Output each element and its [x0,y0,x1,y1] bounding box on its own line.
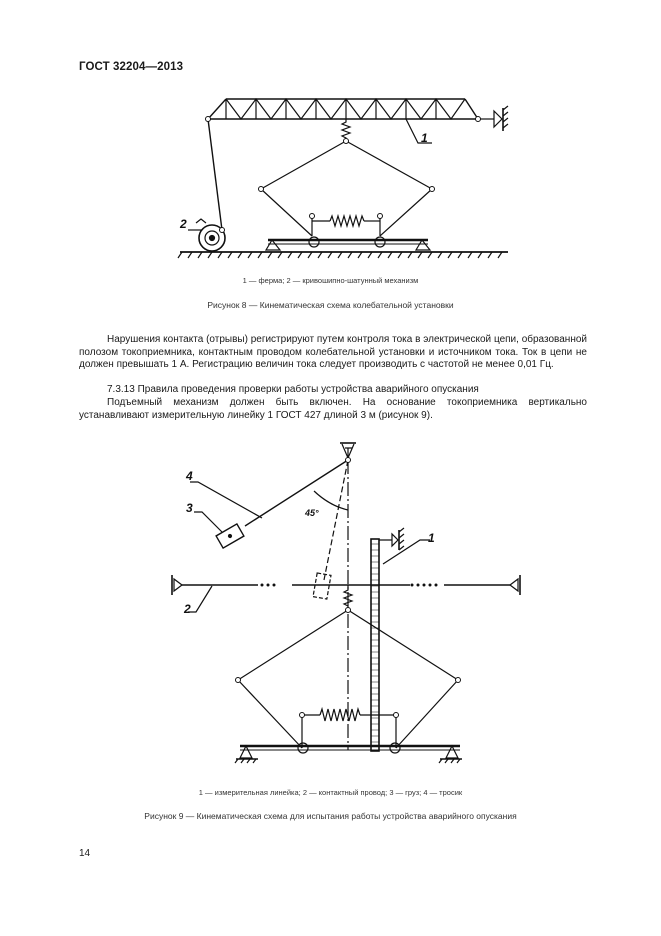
fig9-label-2: 2 [184,602,191,616]
figure-9-legend: 1 — измерительная линейка; 2 — контактный провод; 3 — груз; 4 — тросик [198,788,463,797]
fig9-label-3: 3 [186,501,193,515]
paragraph-contact-breaks: Нарушения контакта (отрывы) регистрируют путем контроля тока в электрической цепи, образованной полозом токоприемника, контактным проводом колебательной установки и источником тока. Ток в цепи не должен превышать 1 А. Регистрацию величин тока следует производить с частотой не менее 0,01 Гц. [79,334,587,371]
fig9-label-4: 4 [186,469,193,483]
figure-9-diagram [0,440,661,770]
figure-8-legend: 1 — ферма; 2 — кривошипно-шатунный механизм [242,276,419,285]
fig8-label-1: 1 [421,131,428,145]
document-header: ГОСТ 32204—2013 [79,61,184,73]
paragraph-section-7-3-13: 7.3.13 Правила проведения проверки работы устройства аварийного опускания [107,384,479,395]
paragraph-lifting-mechanism: Подъемный механизм должен быть включен. На основание токоприемника вертикально устанавливают измерительную линейку 1 ГОСТ 427 длиной 3 м (рисунок 9). [79,397,587,421]
fig9-angle-label: 45° [305,508,319,518]
figure-8-caption: Рисунок 8 — Кинематическая схема колебательной установки [207,300,454,310]
figure-8-diagram [0,0,661,280]
figure-9-caption: Рисунок 9 — Кинематическая схема для испытания работы устройства аварийного опускания [144,811,517,821]
fig9-label-1: 1 [428,531,435,545]
page-number: 14 [79,848,91,859]
fig8-label-2: 2 [180,217,187,231]
